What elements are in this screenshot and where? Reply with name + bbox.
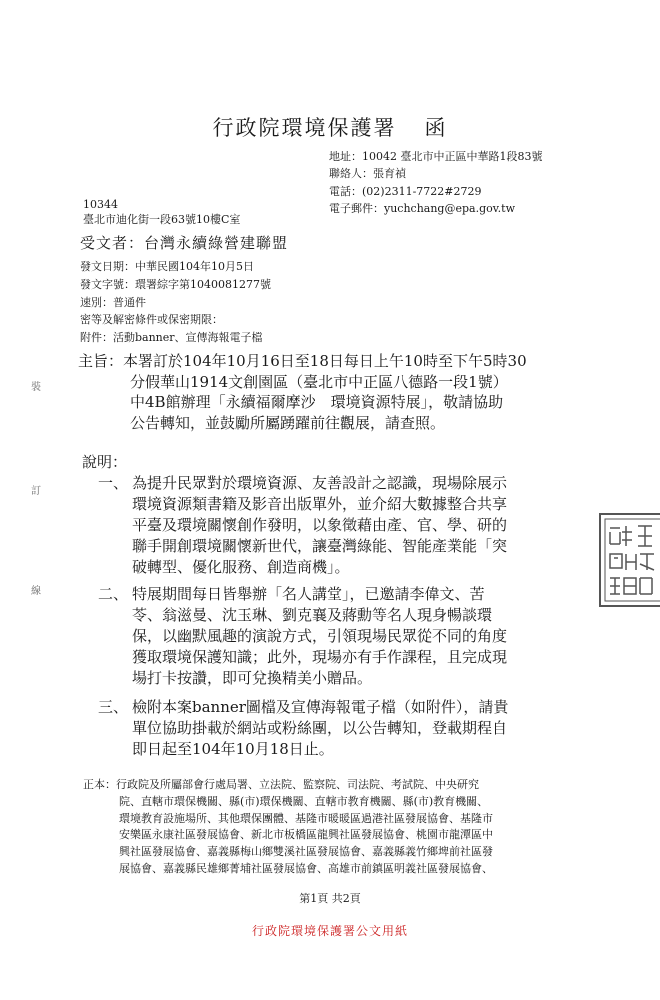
- official-seal-partial: [596, 510, 660, 610]
- point-line: 環境資源類書籍及影音出版單外，並介紹大數據整合共享: [132, 495, 508, 513]
- point-line: 苓、翁滋曼、沈玉琳、劉克襄及蔣勳等名人現身暢談環: [132, 606, 493, 624]
- secrecy-level: 密等及解密條件或保密期限：: [80, 313, 223, 327]
- document-type: 函: [424, 116, 448, 140]
- copy-line: 院、直轄市環保機關、縣(市)環保機關、直轄市教育機關、縣(市)教育機關、: [119, 794, 489, 808]
- contact-email: 電子郵件：yuchchang@epa.gov.tw: [329, 201, 515, 215]
- subject-line: 主旨：本署訂於104年10月16日至18日每日上午10時至下午5時30: [78, 352, 527, 370]
- document-meta: [80, 258, 271, 347]
- document-number: 發文字號：環署綜字第1040081277號: [80, 277, 271, 291]
- subject-line: 中4B館辦理「永續福爾摩沙 環境資源特展」，敬請協助: [130, 393, 504, 411]
- contact-address: 地址：10042 臺北市中正區中華路1段83號: [329, 150, 543, 163]
- page-number: 第1頁 共2頁: [299, 892, 361, 905]
- copy-line: 環境教育設施場所、其他環保團體、基隆市暖暖區過港社區發展協會、基隆市: [119, 811, 493, 825]
- copy-line: 安樂區永康社區發展協會、新北市板橋區龍興社區發展協會、桃園市龍潭區中: [119, 828, 493, 842]
- explanation-point-3: [98, 697, 508, 760]
- point-line: 特展期間每日皆舉辦「名人講堂」，已邀請李偉文、苦: [132, 585, 485, 603]
- point-line: 場打卡按讚，即可兌換精美小贈品。: [132, 669, 373, 687]
- binding-mark: 線: [31, 586, 41, 597]
- binding-mark: 裝: [31, 382, 41, 393]
- speed-class: 速別：普通件: [80, 295, 146, 309]
- point-line: 平臺及環境關懷創作發明，以象徵藉由產、官、學、研的: [132, 516, 508, 534]
- recipient-postal-code: 10344: [83, 198, 118, 211]
- recipient-street-address: 臺北市迪化街一段63號10樓C室: [83, 213, 241, 226]
- explanation-point-1: [98, 473, 507, 578]
- copy-line: 展協會、嘉義縣民雄鄉菁埔社區發展協會、高雄市前鎮區明義社區發展協會、: [119, 861, 493, 875]
- point-line: 聯手開創環境關懷新世代，讓臺灣綠能、智能產業能「突: [132, 537, 508, 555]
- seal-graphic: [596, 510, 660, 610]
- point-number: 二、: [98, 585, 129, 603]
- recipient: 受文者：台灣永續綠營建聯盟: [80, 234, 289, 252]
- subject-line: 分假華山1914文創園區（臺北市中正區八德路一段1號）: [130, 372, 508, 391]
- copy-line: 正本：行政院及所屬部會行處局署、立法院、監察院、司法院、考試院、中央研究: [83, 778, 479, 791]
- issue-date: 發文日期：中華民國104年10月5日: [80, 260, 254, 273]
- copy-recipients: [83, 777, 583, 878]
- point-line: 為提升民眾對於環境資源、友善設計之認識，現場除展示: [132, 474, 508, 492]
- point-line: 即日起至104年10月18日止。: [132, 740, 334, 758]
- point-line: 破轉型、優化服務、創造商機」。: [132, 558, 350, 576]
- binding-mark: 訂: [31, 486, 41, 497]
- footer-letterhead: 行政院環境保護署公文用紙: [251, 924, 408, 938]
- point-number: 三、: [98, 698, 129, 716]
- explanation-point-2: [98, 584, 507, 689]
- point-line: 保，以幽默風趣的演說方式，引領現場民眾從不同的角度: [132, 627, 508, 645]
- attachments: 附件：活動banner、宣傳海報電子檔: [80, 331, 263, 345]
- subject-line: 公告轉知，並鼓勵所屬踴躍前往觀展，請查照。: [130, 413, 446, 432]
- copy-line: 興社區發展協會、嘉義縣梅山鄉雙溪社區發展協會、嘉義縣義竹鄉埤前社區發: [119, 845, 493, 859]
- point-line: 單位協助掛載於網站或粉絲團，以公告轉知，登載期程自: [132, 719, 508, 737]
- contact-phone: 電話：(02)2311-7722#2729: [329, 184, 482, 198]
- point-number: 一、: [98, 474, 129, 492]
- agency-name: 行政院環境保護署: [212, 116, 397, 140]
- contact-block: [329, 148, 542, 217]
- subject-section: [78, 351, 578, 433]
- explanation-label: 說明：: [82, 453, 128, 471]
- document-title: [0, 112, 660, 142]
- point-line: 檢附本案banner圖檔及宣傳海報電子檔（如附件），請貴: [132, 698, 509, 716]
- point-line: 獲取環境保護知識；此外，現場亦有手作課程，且完成現: [132, 648, 508, 666]
- contact-person: 聯絡人：張育禎: [329, 167, 406, 181]
